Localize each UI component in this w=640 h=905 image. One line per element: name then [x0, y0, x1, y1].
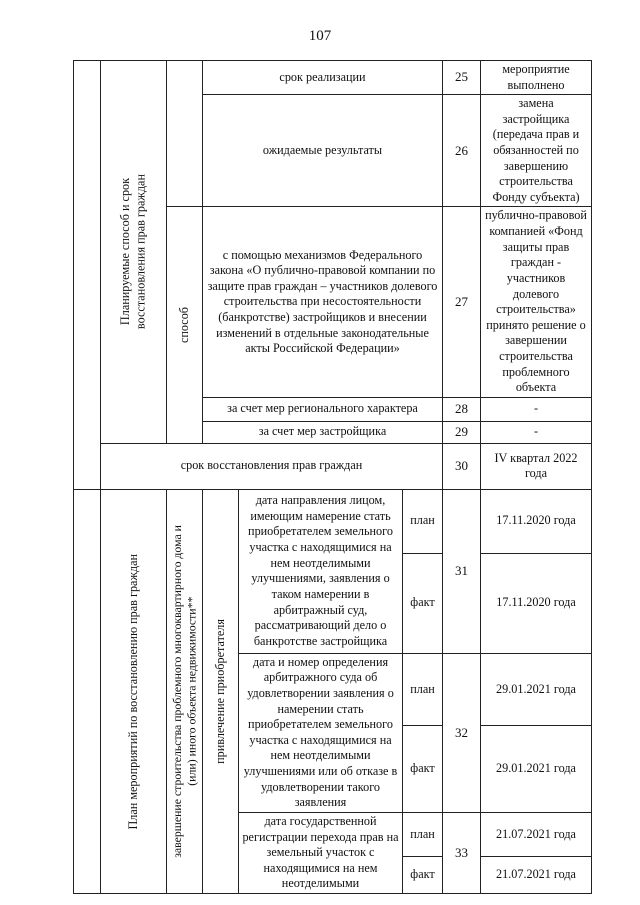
- row32-plan-value: 29.01.2021 года: [481, 653, 592, 725]
- row33-fact-label: факт: [403, 857, 443, 894]
- measures-table: [73, 60, 592, 894]
- attract-buyer-label: привлечение приобретателя: [203, 489, 239, 893]
- row26-label: ожидаемые результаты: [203, 95, 443, 207]
- completion-subtitle: завершение строительства проблемного многоквартирного дома и (или) иного объекта недвижимости**: [167, 489, 203, 893]
- row31-fact-label: факт: [403, 553, 443, 653]
- row31-plan-label: план: [403, 489, 443, 553]
- row31-number: 31: [443, 489, 481, 653]
- table-row: [74, 443, 592, 489]
- table-row: [74, 61, 592, 95]
- row31-plan-value: 17.11.2020 года: [481, 489, 592, 553]
- row30-value: IV квартал 2022 года: [481, 443, 592, 489]
- row31-label: дата направления лицом, имеющим намерение стать приобретателем земельного участка с находящимися на нем неотделимыми улучшениями, заявления о таком намерении в арбитражный суд, рассматривающий дело о банкротстве застройщика: [239, 489, 403, 653]
- row32-label: дата и номер определения арбитражного суда об удовлетворении заявления о намерении стать приобретателем земельного участка с находящимися на нем неотделимыми улучшениями или об отказе в удовлетворении такого заявления: [239, 653, 403, 812]
- table-row: [74, 489, 592, 553]
- row32-fact-label: факт: [403, 726, 443, 813]
- row33-number: 33: [443, 812, 481, 893]
- row28-value: -: [481, 397, 592, 421]
- row28-number: 28: [443, 397, 481, 421]
- row27-number: 27: [443, 207, 481, 397]
- row32-plan-label: план: [403, 653, 443, 725]
- row28-label: за счет мер регионального характера: [203, 397, 443, 421]
- row33-fact-value: 21.07.2021 года: [481, 857, 592, 894]
- restore-section-title: Планируемые способ и срок восстановления прав граждан: [101, 61, 167, 444]
- row29-label: за счет мер застройщика: [203, 421, 443, 443]
- row33-plan-label: план: [403, 812, 443, 856]
- row33-label: дата государственной регистрации перехода прав на земельный участок с находящимися на нем неотделимыми: [239, 812, 403, 893]
- plan-section-title: План мероприятий по восстановлению прав граждан: [101, 489, 167, 893]
- row30-label: срок восстановления прав граждан: [101, 443, 443, 489]
- row32-number: 32: [443, 653, 481, 812]
- row32-fact-value: 29.01.2021 года: [481, 726, 592, 813]
- page-number: 107: [308, 28, 332, 44]
- row27-value: публично-правовой компанией «Фонд защиты прав граждан - участников долевого строительства» принято решение о завершении строительства проблемного объекта: [481, 207, 592, 397]
- row25-label: срок реализации: [203, 61, 443, 95]
- row27-label: с помощью механизмов Федерального закона «О публично-правовой компании по защите прав граждан – участников долевого строительства при несостоятельности (банкротстве) застройщиков и внесении изменений в отдельные законодательные акты Российской Федерации»: [203, 207, 443, 397]
- method-label: способ: [167, 207, 203, 443]
- row29-value: -: [481, 421, 592, 443]
- row25-number: 25: [443, 61, 481, 95]
- row26-value: замена застройщика (передача прав и обязанностей по завершению строительства Фонду субъекта): [481, 95, 592, 207]
- row29-number: 29: [443, 421, 481, 443]
- row31-fact-value: 17.11.2020 года: [481, 553, 592, 653]
- row33-plan-value: 21.07.2021 года: [481, 812, 592, 856]
- row25-value: мероприятие выполнено: [481, 61, 592, 95]
- row26-number: 26: [443, 95, 481, 207]
- row30-number: 30: [443, 443, 481, 489]
